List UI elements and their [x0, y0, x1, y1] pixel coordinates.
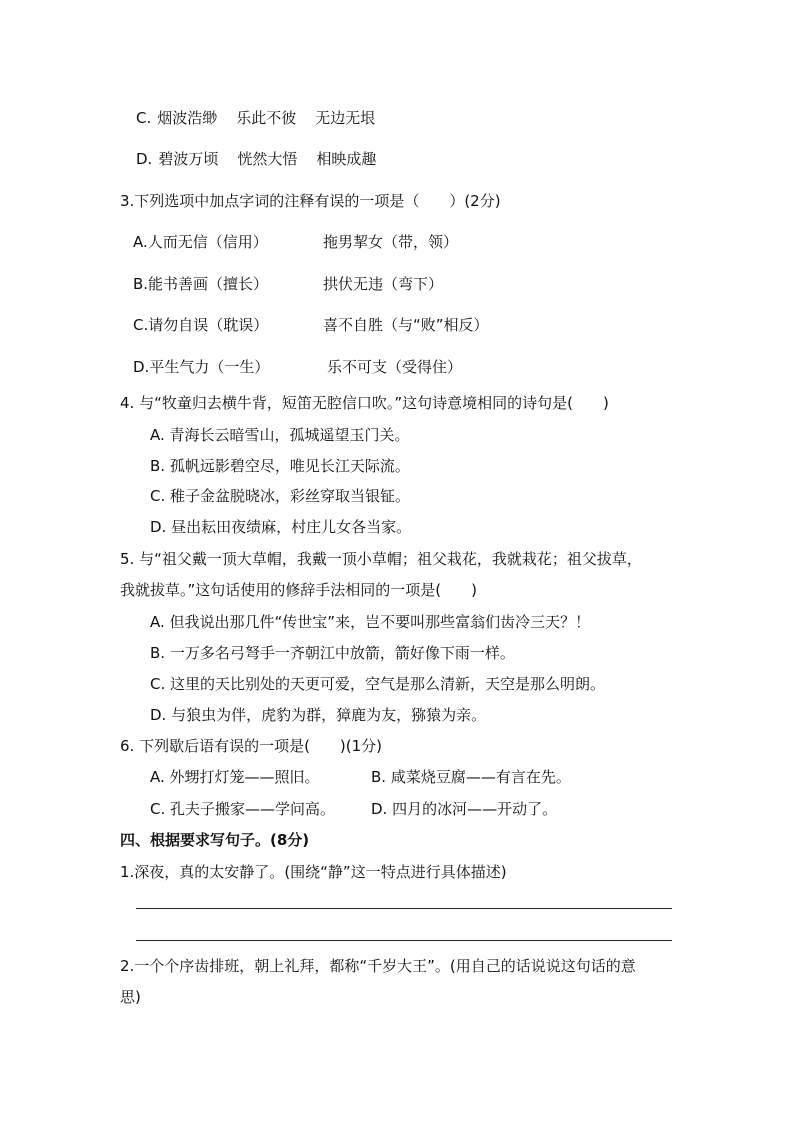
- q5-option-a: A. 但我说出那几件“传世宝”来，岂不要叫那些富翁们齿冷三天？！: [150, 613, 591, 631]
- q3-option-d-right: 乐不可支（受得住）: [327, 358, 463, 376]
- answer-line-1[interactable]: [136, 908, 672, 909]
- q2-option-d: [136, 149, 376, 169]
- q2-option-d-phrase-1: 碧波万顷: [158, 150, 219, 168]
- answer-line-2[interactable]: [136, 940, 672, 941]
- q3-option-a-left: A.人而无信（信用）: [133, 233, 268, 251]
- q2-option-c-phrase-3: 无边无垠: [315, 109, 376, 127]
- q2-option-c: [136, 108, 375, 128]
- q3-option-c-left: C.请勿自误（耽误）: [133, 316, 269, 334]
- q4-stem: 4. 与“牧童归去横牛背，短笛无腔信口吹。”这句诗意境相同的诗句是( ): [120, 394, 609, 412]
- section-4-question-2-line-2: 思): [120, 988, 141, 1006]
- q2-option-d-label: D.: [136, 150, 153, 168]
- q3-option-a-right: 拖男挈女（带，领）: [323, 233, 459, 251]
- q6-option-d: D. 四月的冰河——开动了。: [371, 800, 558, 818]
- q6-stem: 6. 下列歇后语有误的一项是( )(1分): [120, 737, 383, 755]
- q3-option-b-left: B.能书善画（擅长）: [133, 275, 269, 293]
- q2-option-c-label: C.: [136, 109, 152, 127]
- q6-option-a: A. 外甥打灯笼——照旧。: [150, 768, 320, 786]
- q5-option-c: C. 这里的天比别处的天更可爱，空气是那么清新，天空是那么明朗。: [150, 675, 606, 693]
- q2-option-d-phrase-2: 恍然大悟: [237, 150, 298, 168]
- q3-stem: 3.下列选项中加点字词的注释有误的一项是（ ）(2分): [120, 192, 501, 210]
- q2-option-c-phrase-2: 乐此不彼: [236, 109, 297, 127]
- section-4-title: 四、根据要求写句子。(8分): [120, 831, 310, 849]
- q6-option-b: B. 咸菜烧豆腐——有言在先。: [371, 768, 571, 786]
- q3-option-c-right: 喜不自胜（与“败”相反）: [323, 316, 489, 334]
- q4-option-d: D. 昼出耘田夜绩麻，村庄儿女各当家。: [150, 518, 412, 536]
- q3-option-d-left: D.平生气力（一生）: [133, 358, 270, 376]
- q3-option-b-right: 拱伏无违（弯下）: [323, 275, 444, 293]
- q5-stem-line-1: 5. 与“祖父戴一顶大草帽，我戴一顶小草帽；祖父栽花，我就栽花；祖父拔草，: [120, 550, 642, 568]
- q2-option-d-phrase-3: 相映成趣: [316, 150, 377, 168]
- q4-option-c: C. 稚子金盆脱晓冰，彩丝穿取当银钲。: [150, 487, 411, 505]
- q6-option-c: C. 孔夫子搬家——学问高。: [150, 800, 336, 818]
- q4-option-a: A. 青海长云暗雪山，孤城遥望玉门关。: [150, 426, 410, 444]
- section-4-question-2-line-1: 2.一个个序齿排班，朝上礼拜，都称“千岁大王”。(用自己的话说说这句话的意: [120, 957, 636, 975]
- q5-option-b: B. 一万多名弓弩手一齐朝江中放箭，箭好像下雨一样。: [150, 644, 515, 662]
- q2-option-c-phrase-1: 烟波浩缈: [157, 109, 218, 127]
- section-4-question-1: 1.深夜，真的太安静了。(围绕“静”这一特点进行具体描述): [120, 863, 507, 881]
- q4-option-b: B. 孤帆远影碧空尽，唯见长江天际流。: [150, 457, 410, 475]
- q5-option-d: D. 与狼虫为伴，虎豹为群，獐鹿为友，猕猿为亲。: [150, 706, 487, 724]
- q5-stem-line-2: 我就拔草。”这句话使用的修辞手法相同的一项是( ): [120, 581, 477, 599]
